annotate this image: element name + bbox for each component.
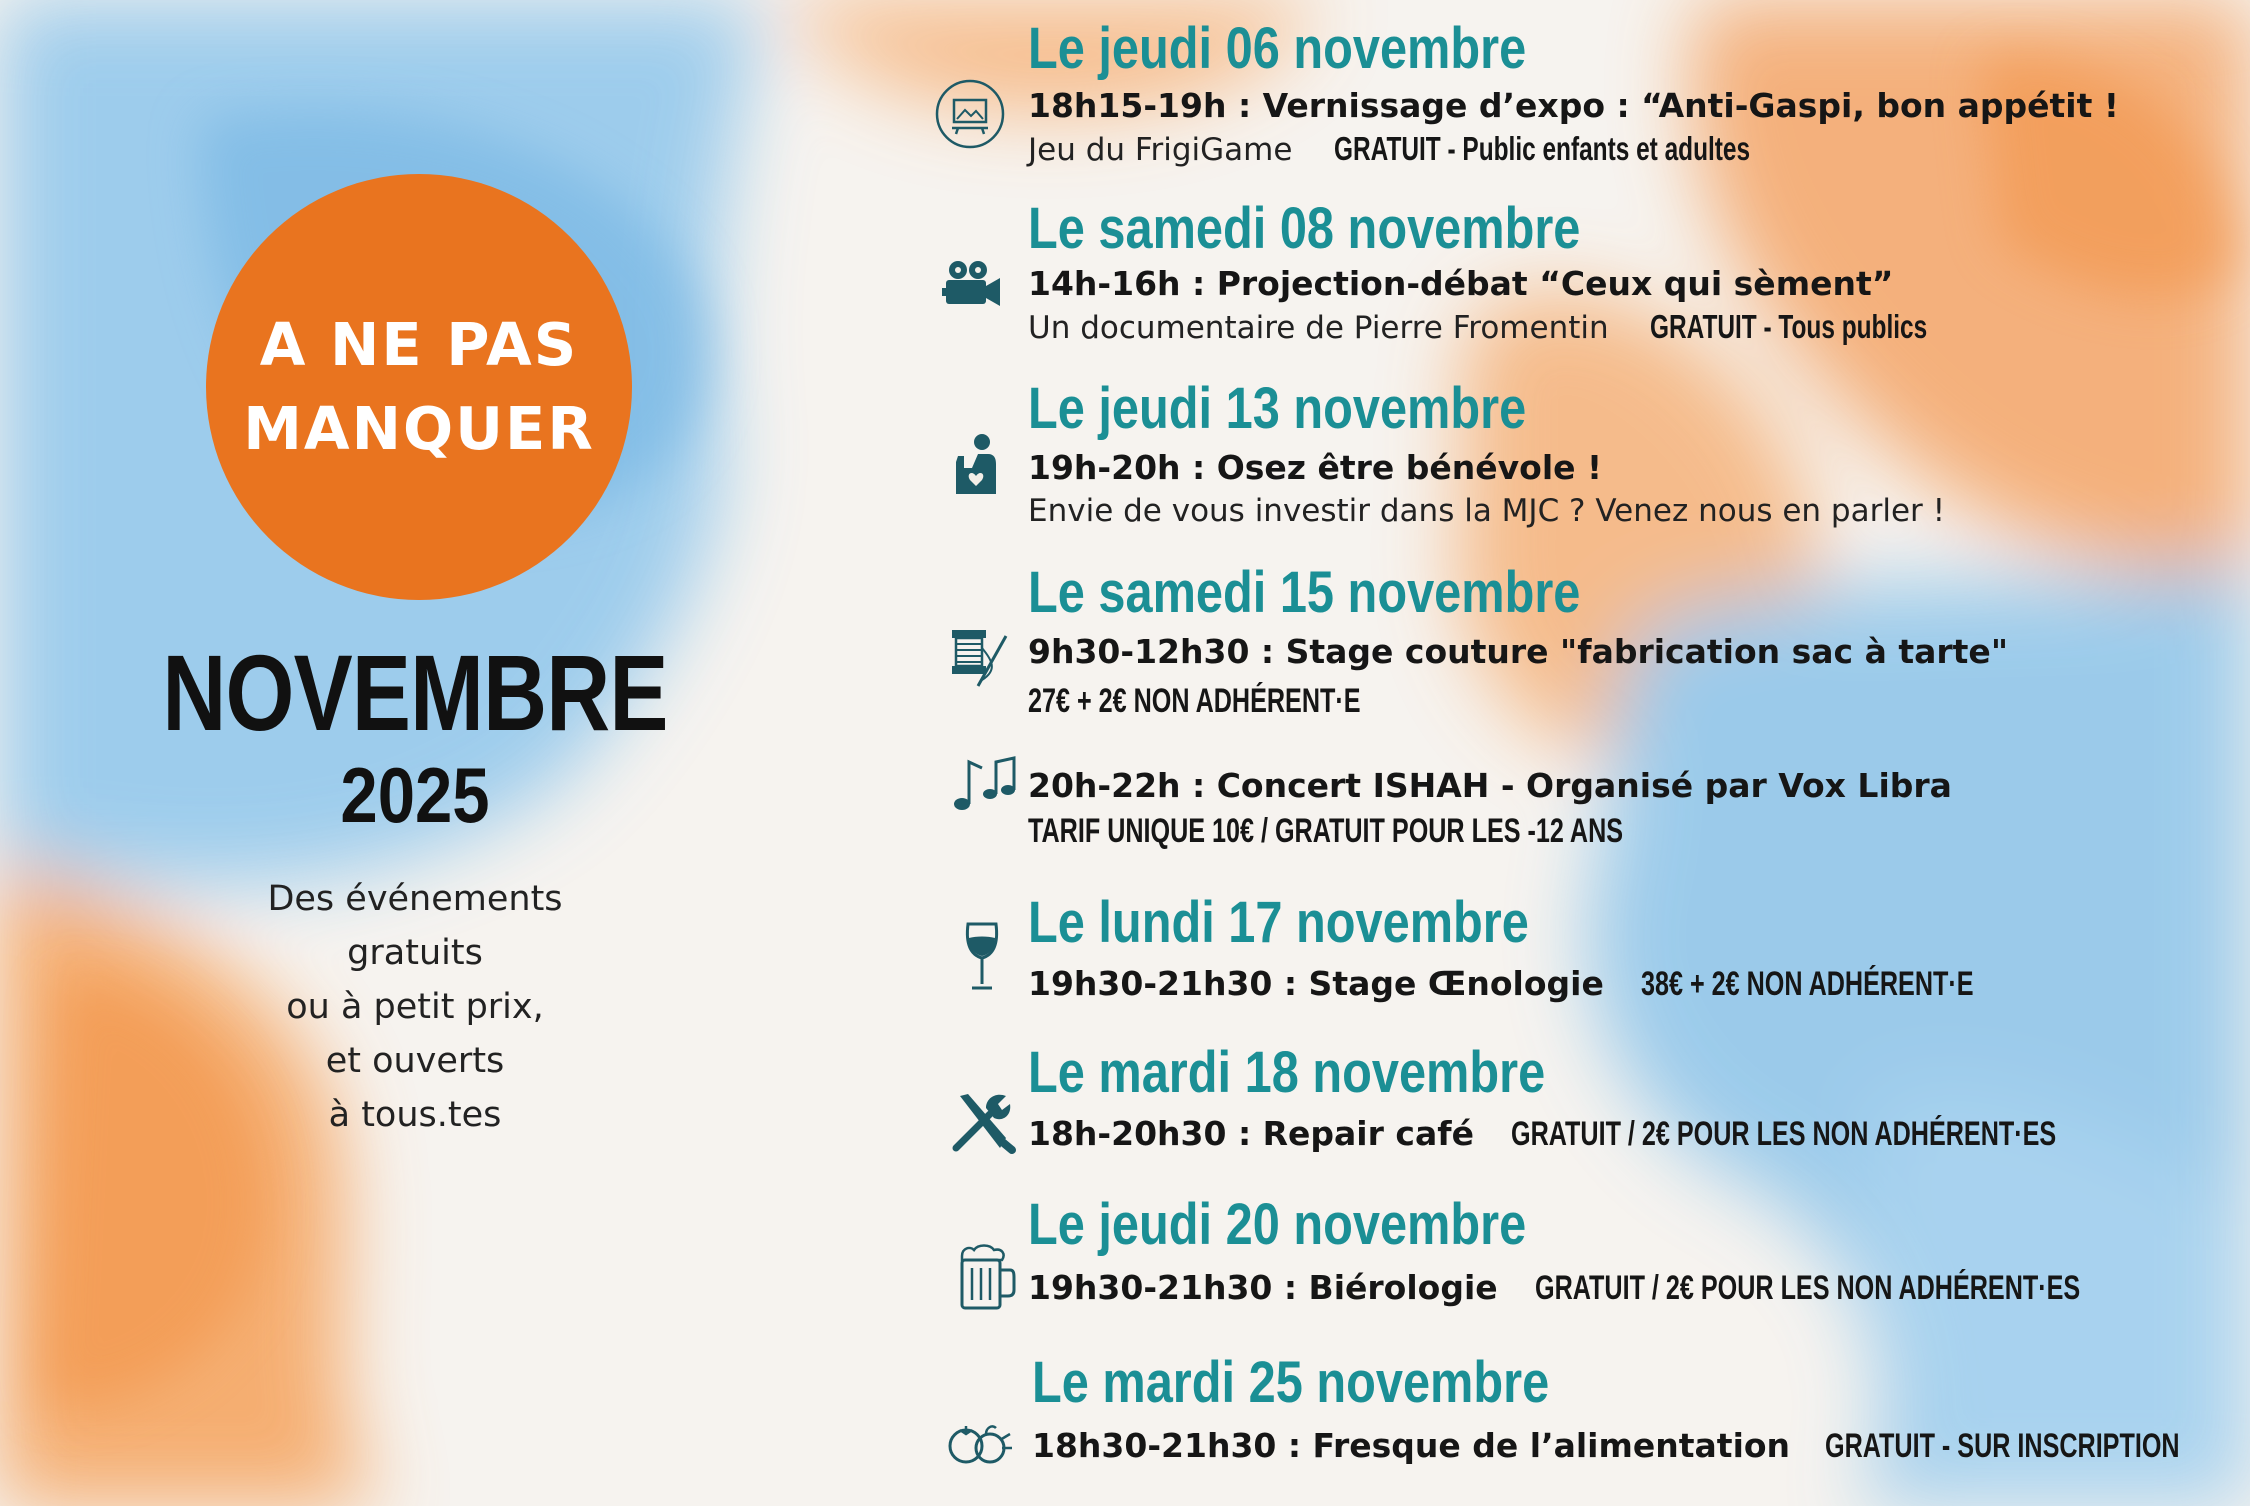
- event-date: Le lundi 17 novembre: [1028, 890, 1529, 955]
- year-title: 2025: [340, 751, 490, 839]
- event-title: 14h-16h : Projection-débat “Ceux qui sèment”: [1028, 264, 1894, 303]
- event-title-row: [1028, 1112, 2248, 1156]
- event-title: 9h30-12h30 : Stage couture "fabrication sac à tarte": [1028, 632, 2009, 671]
- event-title: 20h-22h : Concert ISHAH - Organisé par Vox Libra: [1028, 766, 1952, 805]
- event-title: 19h-20h : Osez être bénévole !: [1028, 448, 1603, 487]
- event-title: 19h30-21h30 : Biérologie: [1028, 1268, 1498, 1307]
- wine-glass-icon: [946, 920, 1018, 992]
- event-date: Le mardi 25 novembre: [1032, 1350, 1550, 1415]
- event-subtitle: Un documentaire de Pierre Fromentin: [1028, 310, 1609, 346]
- exhibition-icon: [934, 78, 1006, 150]
- event-price: GRATUIT - Tous publics: [1650, 308, 1928, 345]
- event-price: GRATUIT / 2€ POUR LES NON ADHÉRENT·ES: [1510, 1115, 2057, 1153]
- event-title: 19h30-21h30 : Stage Œnologie: [1028, 964, 1604, 1003]
- badge-line-1: A NE PAS: [259, 310, 579, 379]
- tools-icon: [946, 1086, 1018, 1158]
- event-title: 18h15-19h : Vernissage d’expo : “Anti-Gaspi, bon appétit !: [1028, 86, 2119, 125]
- volunteer-icon: [942, 428, 1014, 500]
- vegetables-icon: [942, 1404, 1014, 1476]
- badge-line-2: MANQUER: [243, 394, 595, 463]
- tagline-line: et ouverts: [325, 1041, 505, 1081]
- tagline-line: à tous.tes: [328, 1095, 502, 1135]
- event-title-row: [1032, 1424, 2250, 1468]
- event-details: [1028, 306, 2025, 349]
- event-price: GRATUIT / 2€ POUR LES NON ADHÉRENT·ES: [1534, 1269, 2080, 1307]
- event-date: Le samedi 15 novembre: [1028, 560, 1581, 625]
- beer-mug-icon: [950, 1242, 1022, 1314]
- event-title: 18h-20h30 : Repair café: [1028, 1114, 1474, 1153]
- sewing-icon: [942, 620, 1014, 692]
- event-price: 27€ + 2€ NON ADHÉRENT·E: [1028, 682, 1361, 720]
- event-price: 38€ + 2€ NON ADHÉRENT·E: [1640, 965, 1974, 1003]
- event-date: Le jeudi 13 novembre: [1028, 376, 1527, 441]
- highlight-badge: [206, 174, 632, 600]
- event-details: [1028, 810, 1832, 853]
- month-title: NOVEMBRE: [162, 632, 668, 753]
- event-date: Le samedi 08 novembre: [1028, 196, 1581, 261]
- event-price: GRATUIT - SUR INSCRIPTION: [1825, 1427, 2180, 1465]
- tagline-line: Des événements: [267, 879, 563, 919]
- event-title: 18h30-21h30 : Fresque de l’alimentation: [1032, 1426, 1791, 1465]
- tagline: [200, 872, 630, 1142]
- event-details: [1028, 680, 1477, 723]
- event-date: Le jeudi 06 novembre: [1028, 16, 1527, 81]
- tagline-line: gratuits: [347, 933, 483, 973]
- tagline-line: ou à petit prix,: [286, 987, 544, 1027]
- event-price: GRATUIT - Public enfants et adultes: [1334, 130, 1751, 167]
- event-subtitle: Envie de vous investir dans la MJC ? Venez nous en parler !: [1028, 493, 1946, 529]
- event-subtitle: Jeu du FrigiGame: [1028, 132, 1293, 168]
- event-date: Le jeudi 20 novembre: [1028, 1192, 1527, 1257]
- event-date: Le mardi 18 novembre: [1028, 1040, 1546, 1105]
- event-details: [1028, 128, 1896, 171]
- event-title-row: [1028, 962, 2090, 1006]
- event-title-row: [1028, 1266, 2250, 1310]
- event-price: TARIF UNIQUE 10€ / GRATUIT POUR LES -12 ANS: [1028, 812, 1624, 850]
- movie-camera-icon: [934, 250, 1006, 322]
- music-notes-icon: [946, 750, 1018, 822]
